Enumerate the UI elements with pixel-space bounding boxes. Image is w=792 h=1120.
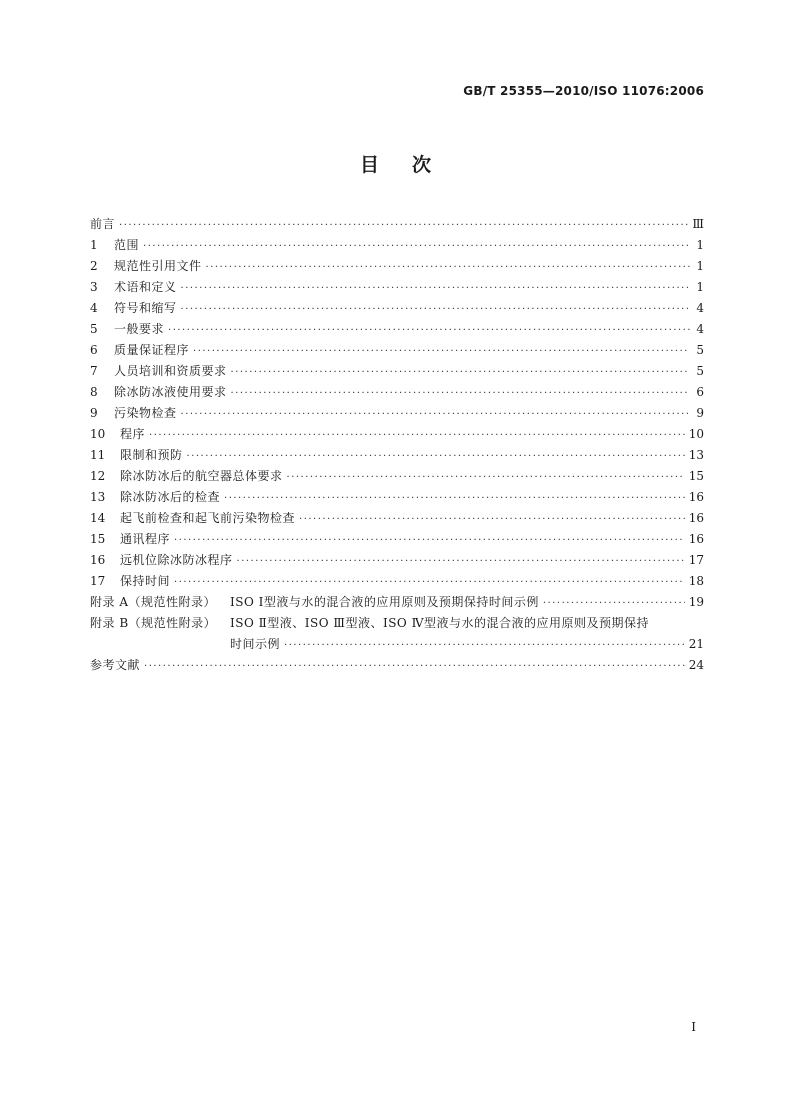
toc-page: 1 <box>696 280 704 294</box>
toc-number: 8 <box>90 385 98 399</box>
toc-row-foreword[interactable] <box>90 214 704 235</box>
toc-label: 除冰防冰后的航空器总体要求 <box>120 469 283 483</box>
toc-number: 6 <box>90 343 98 357</box>
toc-row[interactable] <box>90 571 704 592</box>
toc-number: 4 <box>90 301 98 315</box>
toc-number: 15 <box>90 532 106 546</box>
toc-page: 10 <box>688 427 704 441</box>
page-title <box>0 150 792 177</box>
toc-page: 15 <box>688 469 704 483</box>
toc-page: 6 <box>696 385 704 399</box>
toc-row[interactable] <box>90 235 704 256</box>
toc-page: 5 <box>696 343 704 357</box>
dot-leader <box>168 320 690 341</box>
toc-number: 2 <box>90 259 98 273</box>
toc-page: 4 <box>696 322 704 336</box>
title-part2: 次 <box>412 154 433 176</box>
toc-label: 质量保证程序 <box>114 343 190 357</box>
dot-leader <box>299 509 685 530</box>
toc-row[interactable] <box>90 256 704 277</box>
annex-b-label-line1: ISO Ⅱ型液、ISO Ⅲ型液、ISO Ⅳ型液与水的混合液的应用原则及预期保持 <box>230 616 650 630</box>
toc-page: 18 <box>688 574 704 588</box>
toc-number: 3 <box>90 280 98 294</box>
dot-leader <box>224 488 685 509</box>
toc-number: 17 <box>90 574 106 588</box>
toc-page: 16 <box>688 511 704 525</box>
toc-number: 5 <box>90 322 98 336</box>
toc-row[interactable] <box>90 403 704 424</box>
toc-row[interactable] <box>90 550 704 571</box>
toc-page: 21 <box>688 637 704 651</box>
dot-leader <box>174 572 685 593</box>
toc-row[interactable] <box>90 277 704 298</box>
toc-row[interactable] <box>90 508 704 529</box>
standard-code: GB/T 25355—2010/ISO 11076:2006 <box>463 84 704 98</box>
dot-leader <box>149 425 685 446</box>
toc-page: 9 <box>696 406 704 420</box>
toc-row[interactable] <box>90 424 704 445</box>
toc-label: 保持时间 <box>120 574 171 588</box>
toc-label: 远机位除冰防冰程序 <box>120 553 233 567</box>
toc-row[interactable] <box>90 382 704 403</box>
toc-number: 9 <box>90 406 98 420</box>
bibliography-label: 参考文献 <box>90 658 141 672</box>
toc-label: 限制和预防 <box>120 448 183 462</box>
annex-b-label-line2: 时间示例 <box>230 637 281 651</box>
toc-page: 1 <box>696 238 704 252</box>
dot-leader <box>187 446 685 467</box>
toc-row[interactable] <box>90 487 704 508</box>
dot-leader <box>287 467 685 488</box>
toc-label: 前言 <box>90 217 116 231</box>
toc-row-annex-b[interactable] <box>90 613 704 634</box>
toc-page: 13 <box>688 448 704 462</box>
annex-a-label: ISO Ⅰ型液与水的混合液的应用原则及预期保持时间示例 <box>230 595 539 609</box>
toc-label: 起飞前检查和起飞前污染物检查 <box>120 511 296 525</box>
toc-page: 5 <box>696 364 704 378</box>
toc-number: 11 <box>90 448 106 462</box>
toc-row[interactable] <box>90 340 704 361</box>
toc-label: 符号和缩写 <box>114 301 177 315</box>
toc-row[interactable] <box>90 361 704 382</box>
toc-page: 4 <box>696 301 704 315</box>
dot-leader <box>193 341 690 362</box>
dot-leader <box>206 257 690 278</box>
title-part1: 目 <box>359 154 380 176</box>
toc-label: 规范性引用文件 <box>114 259 202 273</box>
toc-label: 污染物检查 <box>114 406 177 420</box>
toc-number: 7 <box>90 364 98 378</box>
toc-number: 13 <box>90 490 106 504</box>
toc-row[interactable] <box>90 298 704 319</box>
dot-leader <box>144 656 685 677</box>
page-number: I <box>691 1020 696 1034</box>
table-of-contents <box>90 214 704 676</box>
toc-page: 16 <box>688 532 704 546</box>
dot-leader <box>181 404 690 425</box>
toc-row[interactable] <box>90 445 704 466</box>
toc-number: 10 <box>90 427 106 441</box>
toc-page: 24 <box>688 658 704 672</box>
dot-leader <box>284 635 685 656</box>
toc-page: 1 <box>696 259 704 273</box>
toc-page: Ⅲ <box>692 217 704 231</box>
dot-leader <box>231 362 690 383</box>
annex-b-prefix: 附录 B（规范性附录） <box>90 616 217 630</box>
dot-leader <box>231 383 690 404</box>
dot-leader <box>119 215 688 236</box>
toc-row[interactable] <box>90 529 704 550</box>
dot-leader <box>181 299 690 320</box>
toc-label: 人员培训和资质要求 <box>114 364 227 378</box>
dot-leader <box>237 551 685 572</box>
toc-row[interactable] <box>90 466 704 487</box>
toc-number: 12 <box>90 469 106 483</box>
toc-label: 除冰防冰后的检查 <box>120 490 221 504</box>
toc-number: 16 <box>90 553 106 567</box>
toc-row-annex-a[interactable] <box>90 592 704 613</box>
toc-row[interactable] <box>90 319 704 340</box>
toc-label: 除冰防冰液使用要求 <box>114 385 227 399</box>
toc-label: 通讯程序 <box>120 532 171 546</box>
annex-a-prefix: 附录 A（规范性附录） <box>90 595 216 609</box>
toc-number: 1 <box>90 238 98 252</box>
toc-label: 术语和定义 <box>114 280 177 294</box>
toc-page: 16 <box>688 490 704 504</box>
dot-leader <box>543 593 685 614</box>
toc-page: 19 <box>688 595 704 609</box>
dot-leader <box>174 530 685 551</box>
toc-label: 一般要求 <box>114 322 165 336</box>
toc-page: 17 <box>688 553 704 567</box>
toc-row-bibliography[interactable] <box>90 655 704 676</box>
toc-number: 14 <box>90 511 106 525</box>
dot-leader <box>143 236 690 257</box>
toc-row-annex-b-cont[interactable] <box>90 634 704 655</box>
dot-leader <box>181 278 690 299</box>
toc-label: 程序 <box>120 427 146 441</box>
toc-label: 范围 <box>114 238 140 252</box>
